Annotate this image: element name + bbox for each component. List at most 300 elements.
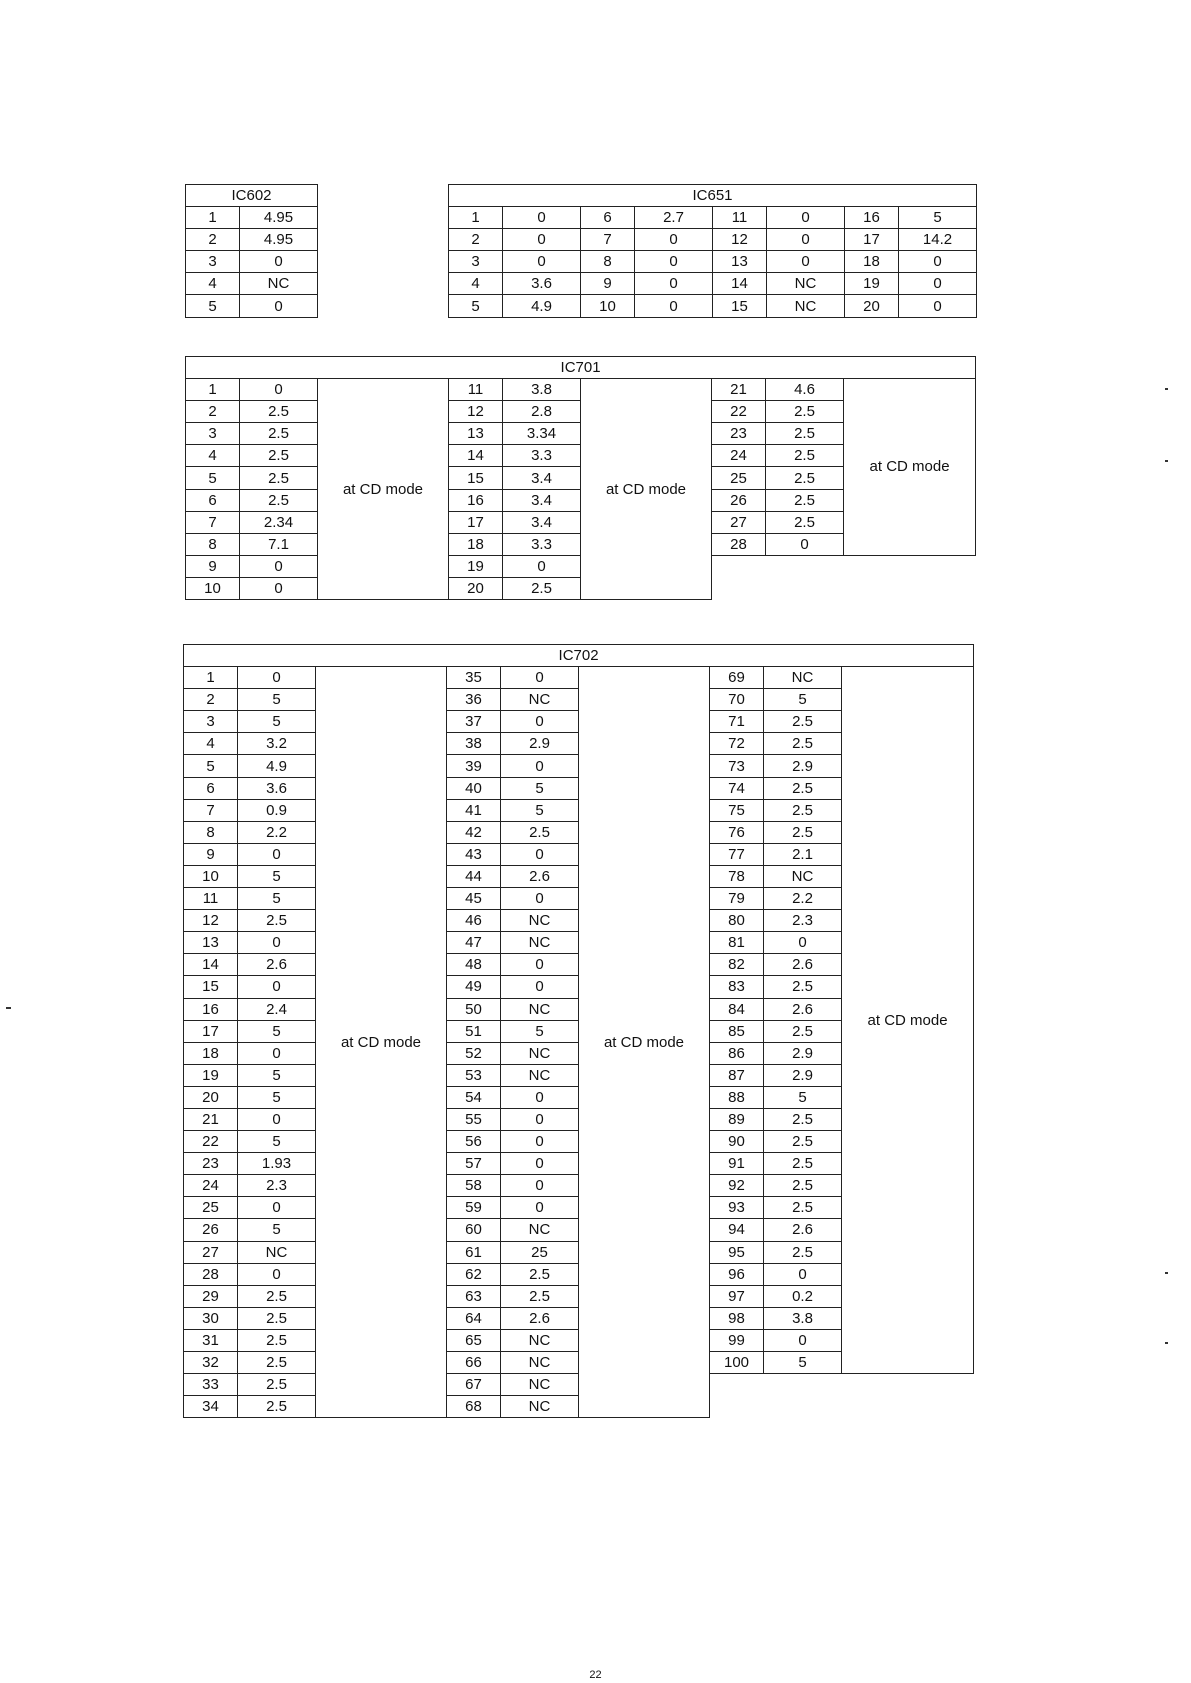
pin-voltage: 3.4	[503, 511, 581, 533]
pin-voltage: 2.6	[764, 954, 842, 976]
pin-number: 54	[447, 1086, 501, 1108]
pin-voltage: 2.5	[766, 489, 844, 511]
pin-number: 49	[447, 976, 501, 998]
pin-voltage: 0	[501, 1131, 579, 1153]
empty-cell	[710, 1374, 974, 1418]
pin-voltage: 2.5	[238, 1285, 316, 1307]
pin-voltage: 2.9	[764, 1064, 842, 1086]
pin-number: 59	[447, 1197, 501, 1219]
pin-voltage: 0.9	[238, 799, 316, 821]
pin-voltage: NC	[501, 689, 579, 711]
pin-voltage: 3.4	[503, 489, 581, 511]
pin-voltage: 0	[767, 251, 845, 273]
pin-number: 35	[447, 667, 501, 689]
margin-mark	[1165, 1342, 1168, 1344]
pin-number: 14	[713, 273, 767, 295]
pin-voltage: 2.5	[238, 1396, 316, 1418]
pin-voltage: NC	[501, 1329, 579, 1351]
pin-number: 16	[184, 998, 238, 1020]
pin-number: 91	[710, 1153, 764, 1175]
pin-voltage: 5	[238, 1219, 316, 1241]
ic701-table	[185, 356, 976, 600]
pin-voltage: 0	[238, 1263, 316, 1285]
pin-number: 13	[713, 251, 767, 273]
pin-voltage: 2.5	[503, 577, 581, 599]
pin-number: 11	[184, 888, 238, 910]
pin-number: 7	[581, 229, 635, 251]
pin-number: 92	[710, 1175, 764, 1197]
pin-number: 79	[710, 888, 764, 910]
pin-number: 6	[184, 777, 238, 799]
pin-voltage: 7.1	[240, 533, 318, 555]
table-row	[449, 251, 977, 273]
pin-number: 8	[184, 821, 238, 843]
pin-number: 70	[710, 689, 764, 711]
pin-voltage: 2.5	[764, 1175, 842, 1197]
pin-number: 1	[449, 207, 503, 229]
mode-note: at CD mode	[318, 379, 449, 600]
pin-number: 11	[713, 207, 767, 229]
pin-voltage: 2.5	[240, 467, 318, 489]
pin-number: 23	[184, 1153, 238, 1175]
pin-voltage: 2.34	[240, 511, 318, 533]
pin-number: 24	[712, 445, 766, 467]
pin-number: 40	[447, 777, 501, 799]
pin-number: 1	[186, 207, 240, 229]
pin-voltage: 2.5	[766, 511, 844, 533]
pin-number: 18	[845, 251, 899, 273]
pin-voltage: 0	[238, 1108, 316, 1130]
pin-voltage: 2.5	[240, 489, 318, 511]
pin-voltage: 3.6	[503, 273, 581, 295]
ic602-table	[185, 184, 318, 318]
margin-mark	[1165, 388, 1168, 390]
pin-number: 7	[184, 799, 238, 821]
pin-number: 37	[447, 711, 501, 733]
pin-number: 30	[184, 1307, 238, 1329]
pin-number: 28	[184, 1263, 238, 1285]
pin-number: 66	[447, 1352, 501, 1374]
pin-voltage: 0	[635, 295, 713, 317]
pin-number: 5	[184, 755, 238, 777]
pin-number: 16	[449, 489, 503, 511]
pin-number: 42	[447, 821, 501, 843]
pin-voltage: 4.6	[766, 379, 844, 401]
pin-voltage: 2.5	[764, 1020, 842, 1042]
pin-number: 24	[184, 1175, 238, 1197]
pin-number: 3	[186, 423, 240, 445]
pin-number: 6	[186, 489, 240, 511]
pin-voltage: 4.95	[240, 229, 318, 251]
pin-number: 85	[710, 1020, 764, 1042]
pin-number: 21	[712, 379, 766, 401]
pin-number: 4	[449, 273, 503, 295]
pin-number: 23	[712, 423, 766, 445]
pin-voltage: 0	[635, 273, 713, 295]
pin-number: 14	[449, 445, 503, 467]
table-title: IC602	[186, 185, 318, 207]
pin-voltage: 3.3	[503, 445, 581, 467]
pin-number: 56	[447, 1131, 501, 1153]
pin-voltage: 0	[767, 207, 845, 229]
pin-number: 58	[447, 1175, 501, 1197]
pin-voltage: NC	[501, 1352, 579, 1374]
pin-voltage: 2.5	[764, 976, 842, 998]
pin-voltage: 0	[899, 251, 977, 273]
pin-voltage: 2.5	[501, 1285, 579, 1307]
table-row	[186, 357, 976, 379]
table-row	[186, 229, 318, 251]
pin-number: 45	[447, 888, 501, 910]
pin-number: 88	[710, 1086, 764, 1108]
pin-voltage: 2.5	[764, 821, 842, 843]
mode-note: at CD mode	[844, 379, 976, 556]
pin-voltage: 2.5	[766, 445, 844, 467]
pin-voltage: NC	[501, 998, 579, 1020]
pin-number: 17	[184, 1020, 238, 1042]
pin-number: 100	[710, 1352, 764, 1374]
pin-voltage: 5	[238, 1064, 316, 1086]
pin-number: 20	[845, 295, 899, 317]
pin-number: 46	[447, 910, 501, 932]
pin-number: 32	[184, 1352, 238, 1374]
pin-voltage: 25	[501, 1241, 579, 1263]
pin-voltage: NC	[501, 1064, 579, 1086]
pin-voltage: 2.1	[764, 843, 842, 865]
pin-voltage: 0	[501, 1153, 579, 1175]
pin-number: 64	[447, 1307, 501, 1329]
pin-number: 34	[184, 1396, 238, 1418]
pin-number: 93	[710, 1197, 764, 1219]
pin-number: 78	[710, 865, 764, 887]
table-row	[449, 273, 977, 295]
pin-number: 8	[186, 533, 240, 555]
pin-number: 77	[710, 843, 764, 865]
pin-number: 60	[447, 1219, 501, 1241]
pin-number: 20	[449, 577, 503, 599]
pin-number: 12	[449, 401, 503, 423]
table-row	[449, 229, 977, 251]
pin-number: 52	[447, 1042, 501, 1064]
pin-voltage: 5	[238, 711, 316, 733]
pin-number: 3	[186, 251, 240, 273]
pin-voltage: 0	[238, 976, 316, 998]
table-row	[184, 667, 974, 689]
pin-voltage: 0	[501, 667, 579, 689]
pin-voltage: 2.8	[503, 401, 581, 423]
table-row	[449, 207, 977, 229]
pin-number: 41	[447, 799, 501, 821]
pin-number: 80	[710, 910, 764, 932]
pin-number: 5	[186, 295, 240, 317]
pin-number: 38	[447, 733, 501, 755]
pin-number: 71	[710, 711, 764, 733]
pin-voltage: 0	[635, 229, 713, 251]
pin-number: 57	[447, 1153, 501, 1175]
pin-voltage: 5	[238, 1020, 316, 1042]
pin-voltage: 5	[899, 207, 977, 229]
pin-voltage: 0	[764, 1263, 842, 1285]
pin-voltage: 0	[503, 251, 581, 273]
pin-voltage: 4.95	[240, 207, 318, 229]
pin-number: 67	[447, 1374, 501, 1396]
pin-number: 9	[186, 555, 240, 577]
pin-voltage: 4.9	[238, 755, 316, 777]
pin-voltage: 0	[501, 888, 579, 910]
pin-number: 19	[184, 1064, 238, 1086]
pin-voltage: 5	[501, 777, 579, 799]
pin-number: 18	[449, 533, 503, 555]
pin-number: 87	[710, 1064, 764, 1086]
pin-number: 4	[186, 273, 240, 295]
pin-number: 69	[710, 667, 764, 689]
pin-voltage: 3.6	[238, 777, 316, 799]
pin-number: 3	[184, 711, 238, 733]
mode-note: at CD mode	[842, 667, 974, 1374]
pin-voltage: 2.5	[766, 423, 844, 445]
pin-voltage: 0	[240, 295, 318, 317]
pin-number: 62	[447, 1263, 501, 1285]
pin-number: 29	[184, 1285, 238, 1307]
pin-voltage: 5	[764, 1352, 842, 1374]
pin-voltage: 0	[501, 1108, 579, 1130]
pin-number: 22	[712, 401, 766, 423]
pin-voltage: 2.6	[764, 1219, 842, 1241]
pin-voltage: 5	[238, 1131, 316, 1153]
pin-number: 10	[186, 577, 240, 599]
pin-voltage: 0	[501, 976, 579, 998]
mode-note: at CD mode	[316, 667, 447, 1418]
pin-number: 86	[710, 1042, 764, 1064]
pin-number: 26	[712, 489, 766, 511]
pin-voltage: 5	[238, 689, 316, 711]
pin-number: 28	[712, 533, 766, 555]
pin-voltage: 3.34	[503, 423, 581, 445]
pin-number: 51	[447, 1020, 501, 1042]
pin-voltage: NC	[767, 295, 845, 317]
pin-voltage: 5	[764, 1086, 842, 1108]
pin-number: 43	[447, 843, 501, 865]
pin-voltage: 2.7	[635, 207, 713, 229]
pin-voltage: 2.3	[764, 910, 842, 932]
pin-voltage: NC	[501, 932, 579, 954]
pin-voltage: 2.4	[238, 998, 316, 1020]
pin-voltage: 0	[501, 711, 579, 733]
pin-voltage: 0	[501, 1086, 579, 1108]
table-row	[186, 185, 318, 207]
pin-voltage: NC	[764, 865, 842, 887]
pin-number: 26	[184, 1219, 238, 1241]
pin-number: 1	[184, 667, 238, 689]
pin-number: 13	[184, 932, 238, 954]
table-row	[449, 295, 977, 317]
pin-voltage: 5	[764, 689, 842, 711]
pin-number: 16	[845, 207, 899, 229]
pin-voltage: 3.8	[503, 379, 581, 401]
pin-number: 83	[710, 976, 764, 998]
pin-number: 2	[449, 229, 503, 251]
pin-number: 73	[710, 755, 764, 777]
pin-voltage: 0	[501, 1197, 579, 1219]
pin-voltage: 2.5	[764, 777, 842, 799]
pin-voltage: NC	[240, 273, 318, 295]
pin-number: 7	[186, 511, 240, 533]
pin-number: 75	[710, 799, 764, 821]
pin-voltage: 3.4	[503, 467, 581, 489]
pin-voltage: 5	[238, 1086, 316, 1108]
pin-number: 15	[713, 295, 767, 317]
pin-voltage: 0	[238, 932, 316, 954]
pin-number: 48	[447, 954, 501, 976]
page-number: 22	[589, 1669, 602, 1681]
pin-voltage: 0.2	[764, 1285, 842, 1307]
pin-voltage: 0	[238, 843, 316, 865]
table-row	[186, 251, 318, 273]
table-title: IC701	[186, 357, 976, 379]
pin-voltage: 2.6	[501, 1307, 579, 1329]
pin-voltage: 0	[240, 555, 318, 577]
pin-voltage: 2.6	[238, 954, 316, 976]
pin-voltage: 0	[238, 667, 316, 689]
pin-voltage: 1.93	[238, 1153, 316, 1175]
pin-number: 39	[447, 755, 501, 777]
pin-number: 19	[449, 555, 503, 577]
pin-number: 47	[447, 932, 501, 954]
pin-voltage: 2.2	[238, 821, 316, 843]
pin-voltage: 2.5	[764, 1197, 842, 1219]
pin-voltage: 2.6	[501, 865, 579, 887]
pin-voltage: 2.5	[766, 401, 844, 423]
pin-voltage: 0	[238, 1197, 316, 1219]
pin-number: 53	[447, 1064, 501, 1086]
pin-voltage: 0	[635, 251, 713, 273]
pin-voltage: 0	[238, 1042, 316, 1064]
pin-voltage: 2.5	[240, 445, 318, 467]
margin-mark	[6, 1007, 11, 1009]
pin-number: 2	[186, 401, 240, 423]
pin-number: 97	[710, 1285, 764, 1307]
pin-number: 14	[184, 954, 238, 976]
pin-number: 4	[186, 445, 240, 467]
pin-voltage: 2.5	[238, 1374, 316, 1396]
pin-voltage: 0	[240, 251, 318, 273]
ic651-table	[448, 184, 977, 318]
pin-number: 18	[184, 1042, 238, 1064]
pin-voltage: 2.5	[764, 799, 842, 821]
pin-number: 36	[447, 689, 501, 711]
pin-number: 99	[710, 1329, 764, 1351]
pin-voltage: 2.5	[240, 401, 318, 423]
pin-number: 55	[447, 1108, 501, 1130]
pin-number: 65	[447, 1329, 501, 1351]
pin-voltage: 0	[764, 1329, 842, 1351]
pin-number: 6	[581, 207, 635, 229]
pin-number: 82	[710, 954, 764, 976]
pin-voltage: 2.5	[766, 467, 844, 489]
pin-number: 81	[710, 932, 764, 954]
pin-voltage: 0	[503, 229, 581, 251]
pin-voltage: 2.6	[764, 998, 842, 1020]
pin-number: 10	[581, 295, 635, 317]
pin-number: 10	[184, 865, 238, 887]
pin-number: 90	[710, 1131, 764, 1153]
table-row	[186, 379, 976, 401]
pin-number: 94	[710, 1219, 764, 1241]
pin-number: 4	[184, 733, 238, 755]
pin-number: 21	[184, 1108, 238, 1130]
pin-voltage: 2.5	[238, 1329, 316, 1351]
pin-voltage: 0	[503, 207, 581, 229]
pin-voltage: NC	[501, 1396, 579, 1418]
pin-number: 2	[184, 689, 238, 711]
pin-voltage: 2.3	[238, 1175, 316, 1197]
pin-number: 95	[710, 1241, 764, 1263]
table-row	[186, 273, 318, 295]
pin-voltage: 2.5	[764, 733, 842, 755]
table-row	[186, 295, 318, 317]
pin-voltage: 0	[899, 273, 977, 295]
pin-number: 84	[710, 998, 764, 1020]
pin-number: 8	[581, 251, 635, 273]
pin-number: 5	[449, 295, 503, 317]
pin-voltage: NC	[501, 1042, 579, 1064]
pin-number: 2	[186, 229, 240, 251]
pin-number: 9	[184, 843, 238, 865]
pin-voltage: 5	[238, 888, 316, 910]
pin-number: 25	[712, 467, 766, 489]
pin-number: 15	[449, 467, 503, 489]
mode-note: at CD mode	[581, 379, 712, 600]
pin-number: 61	[447, 1241, 501, 1263]
pin-voltage: 0	[501, 843, 579, 865]
pin-number: 98	[710, 1307, 764, 1329]
pin-voltage: NC	[501, 910, 579, 932]
pin-voltage: 0	[503, 555, 581, 577]
pin-number: 74	[710, 777, 764, 799]
pin-voltage: 5	[501, 799, 579, 821]
pin-voltage: 2.5	[764, 1108, 842, 1130]
pin-number: 19	[845, 273, 899, 295]
pin-voltage: 3.3	[503, 533, 581, 555]
pin-voltage: 2.5	[764, 1153, 842, 1175]
pin-voltage: 0	[767, 229, 845, 251]
pin-voltage: 0	[899, 295, 977, 317]
pin-number: 27	[712, 511, 766, 533]
pin-voltage: 2.9	[764, 1042, 842, 1064]
pin-voltage: 2.5	[501, 1263, 579, 1285]
pin-voltage: 0	[501, 1175, 579, 1197]
pin-number: 20	[184, 1086, 238, 1108]
pin-voltage: 0	[764, 932, 842, 954]
ic702-table	[183, 644, 974, 1418]
pin-number: 25	[184, 1197, 238, 1219]
pin-number: 9	[581, 273, 635, 295]
pin-number: 17	[449, 511, 503, 533]
pin-voltage: 3.8	[764, 1307, 842, 1329]
pin-number: 33	[184, 1374, 238, 1396]
pin-voltage: NC	[501, 1219, 579, 1241]
pin-number: 13	[449, 423, 503, 445]
pin-number: 27	[184, 1241, 238, 1263]
pin-voltage: NC	[764, 667, 842, 689]
pin-voltage: NC	[238, 1241, 316, 1263]
pin-number: 96	[710, 1263, 764, 1285]
mode-note: at CD mode	[579, 667, 710, 1418]
pin-voltage: 2.5	[764, 1241, 842, 1263]
pin-number: 68	[447, 1396, 501, 1418]
pin-voltage: NC	[767, 273, 845, 295]
pin-number: 63	[447, 1285, 501, 1307]
